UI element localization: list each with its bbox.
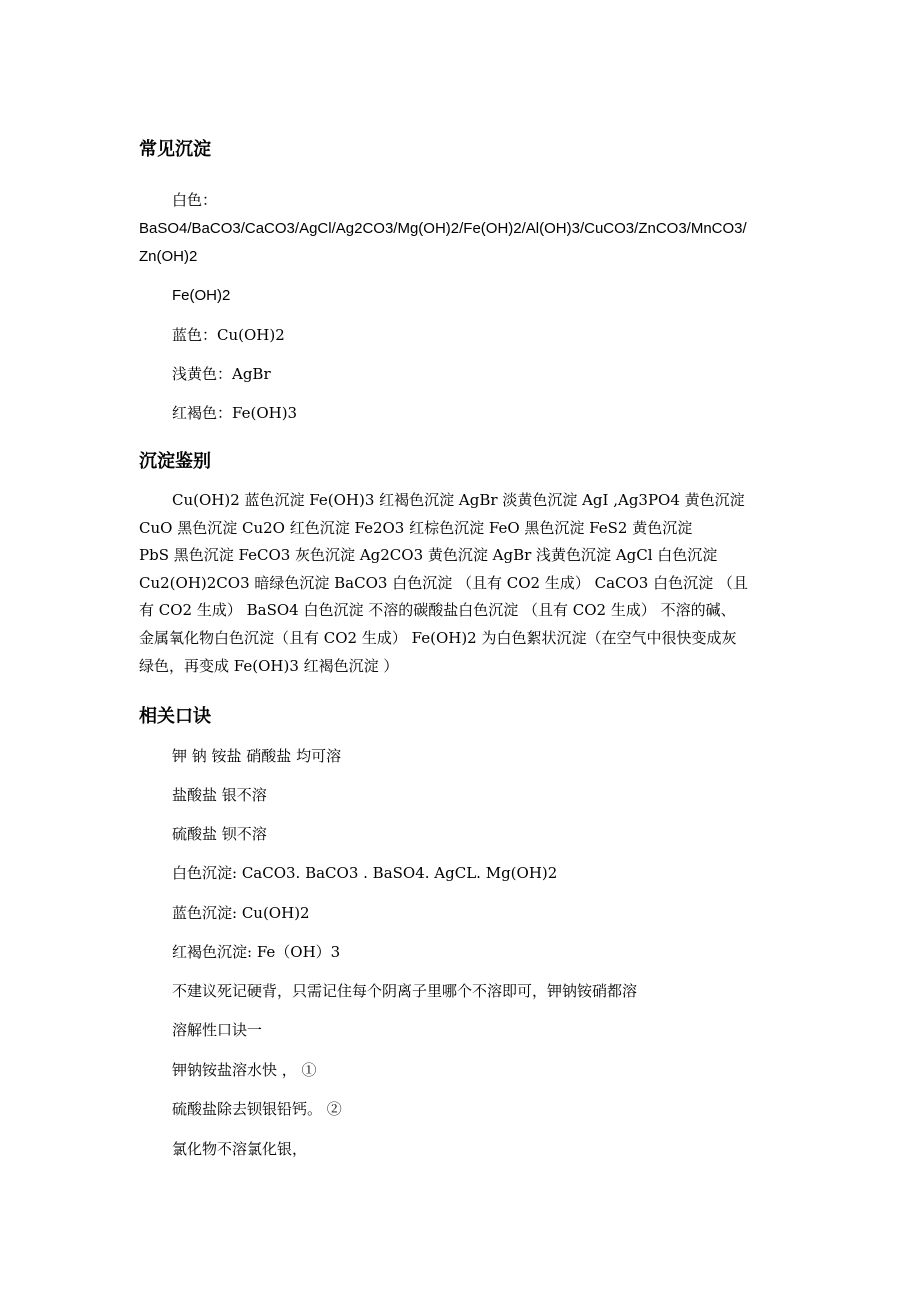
identification-line: Cu(OH)2 蓝色沉淀 Fe(OH)3 红褐色沉淀 AgBr 淡黄色沉淀 AgI ,Ag3PO4 黄色沉淀 (172, 491, 745, 509)
identification-line: 绿色，再变成 Fe(OH)3 红褐色沉淀 ） (139, 656, 399, 675)
identification-line: 有 CO2 生成） BaSO4 白色沉淀 不溶的碳酸盐白色沉淀 （且有 CO2 生成） 不溶的碱、 (139, 601, 736, 620)
white-formulas-line2: Zn(OH)2 (139, 248, 198, 265)
mnemonic-line: 不建议死记硬背，只需记住每个阴离子里哪个不溶即可，钾钠铵硝都溶 (172, 982, 638, 1000)
light-yellow-line: 浅黄色：AgBr (172, 365, 271, 383)
white-label: 白色： (172, 191, 218, 209)
mnemonic-line: 红褐色沉淀: Fe（OH）3 (172, 943, 341, 961)
mnemonic-line: 盐酸盐 银不溶 (172, 786, 267, 804)
red-brown-line: 红褐色：Fe(OH)3 (172, 404, 298, 422)
mnemonic-line: 硫酸盐 钡不溶 (172, 825, 267, 843)
identification-line: PbS 黑色沉淀 FeCO3 灰色沉淀 Ag2CO3 黄色沉淀 AgBr 浅黄色沉淀 AgCl 白色沉淀 (139, 546, 718, 565)
blue-line: 蓝色：Cu(OH)2 (172, 326, 285, 344)
mnemonic-line: 蓝色沉淀: Cu(OH)2 (172, 904, 310, 922)
identification-paragraph (139, 487, 789, 680)
heading-mnemonics: 相关口诀 (139, 706, 211, 727)
identification-line: 金属氧化物白色沉淀（且有 CO2 生成） Fe(OH)2 为白色絮状沉淀（在空气中很快变成灰 (139, 628, 737, 647)
mnemonic-line: 白色沉淀: CaCO3. BaCO3 . BaSO4. AgCL. Mg(OH)2 (172, 864, 558, 882)
identification-line: Cu2(OH)2CO3 暗绿色沉淀 BaCO3 白色沉淀 （且有 CO2 生成） CaCO3 白色沉淀 （且 (139, 573, 748, 592)
heading-identification: 沉淀鉴别 (139, 451, 211, 472)
feoh2-line: Fe(OH)2 (172, 287, 231, 304)
mnemonic-line: 钾钠铵盐溶水快 ， ① (172, 1061, 317, 1079)
mnemonic-line: 溶解性口诀一 (172, 1021, 263, 1039)
heading-common-precipitates: 常见沉淀 (139, 139, 211, 160)
mnemonic-line: 钾 钠 铵盐 硝酸盐 均可溶 (172, 747, 342, 765)
mnemonic-line: 硫酸盐除去钡银铅钙。 ② (172, 1100, 342, 1118)
identification-line: CuO 黑色沉淀 Cu2O 红色沉淀 Fe2O3 红棕色沉淀 FeO 黑色沉淀 FeS2 黄色沉淀 (139, 518, 693, 537)
white-formulas-line1: BaSO4/BaCO3/CaCO3/AgCl/Ag2CO3/Mg(OH)2/Fe(OH)2/Al(OH)3/CuCO3/ZnCO3/MnCO3/ (139, 220, 747, 237)
mnemonic-line: 氯化物不溶氯化银， (172, 1140, 308, 1158)
